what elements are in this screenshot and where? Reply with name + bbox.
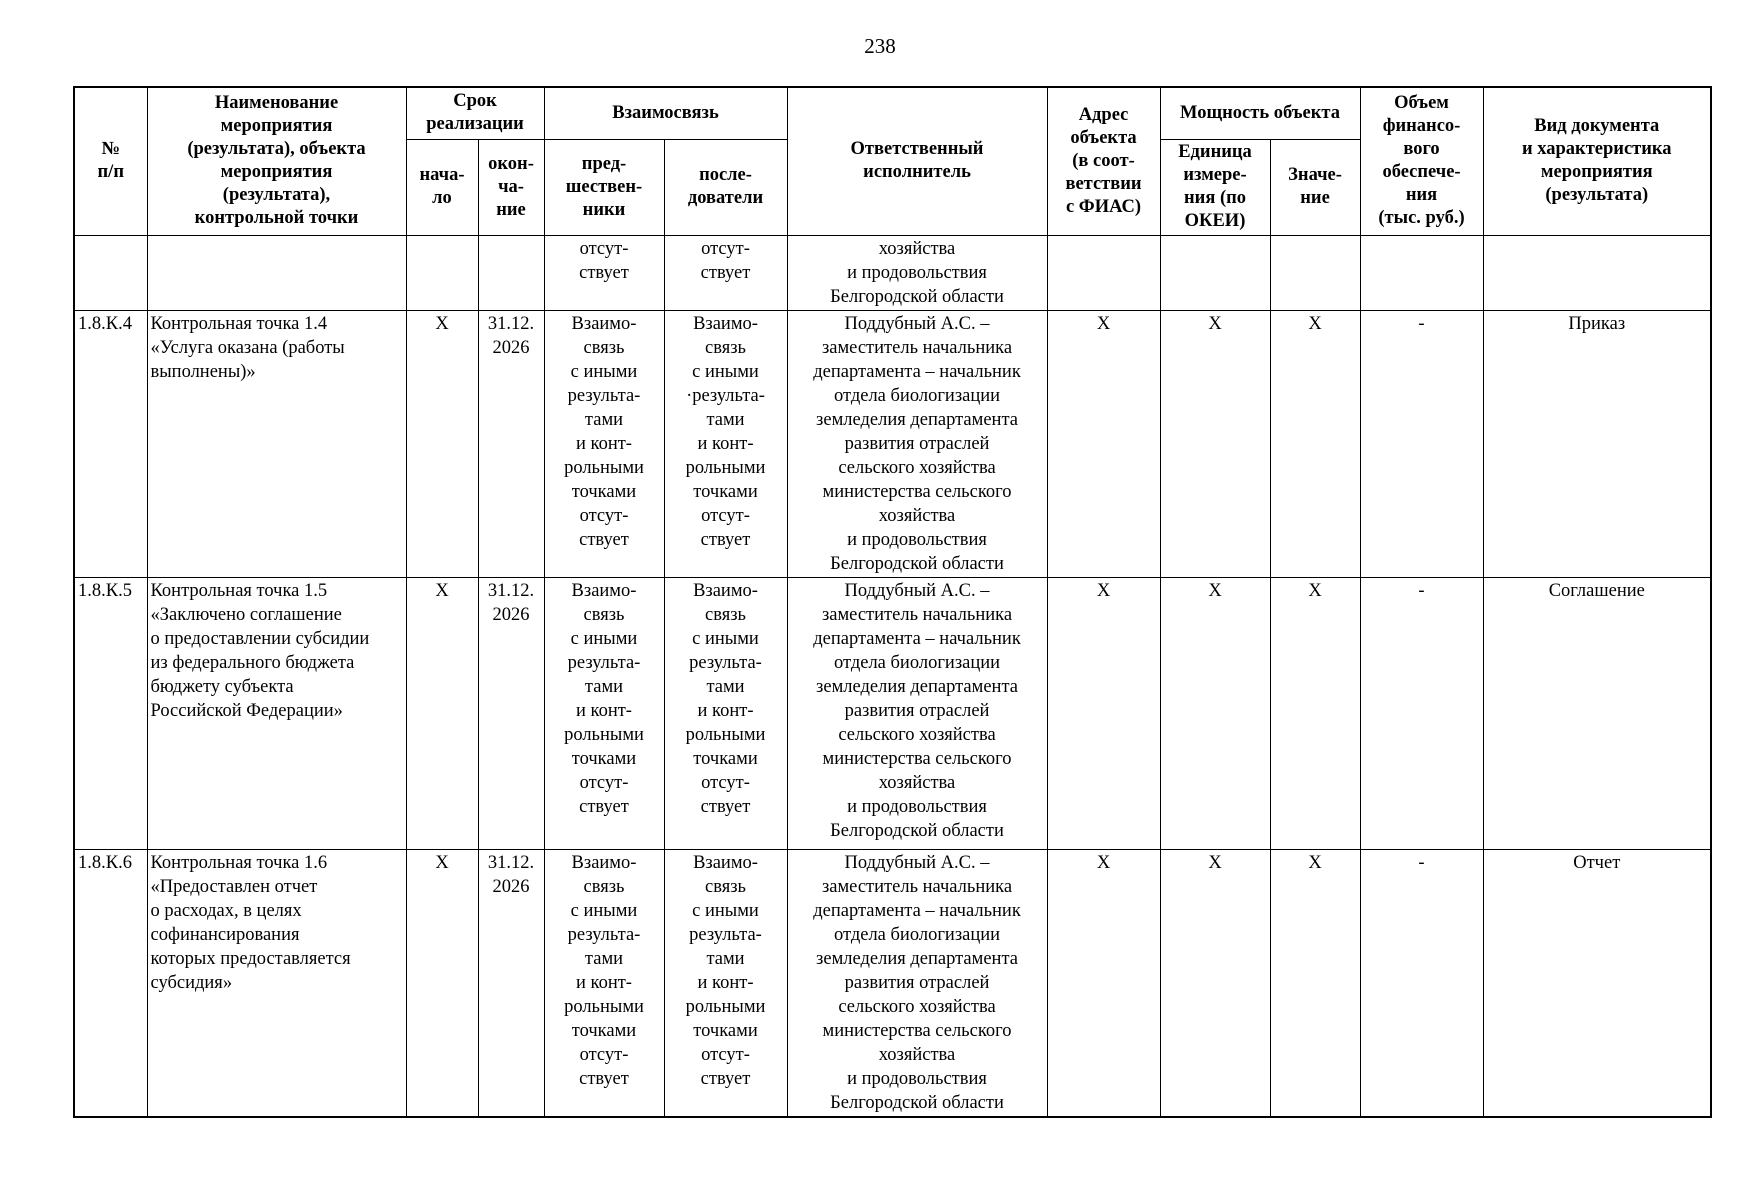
cell-pred: Взаимо- связь с иными результа- тами и конт- рольными точками отсут- ствует [544,577,664,849]
cell-unit: X [1160,577,1270,849]
cell-doc-type: Отчет [1483,849,1711,1117]
cell-unit [1160,235,1270,310]
cell-finance: - [1360,849,1483,1117]
cell-start: X [406,849,478,1117]
cell-address: X [1047,310,1160,577]
cell-num: 1.8.К.5 [74,577,147,849]
cell-finance [1360,235,1483,310]
cell-value: X [1270,577,1360,849]
cell-responsible: Поддубный А.С. – заместитель начальника департамента – начальник отдела биологизации земледелия департамента развития отраслей сельского хозяйства министерства сельского хозяйства и продовольствия Белгородской области [787,849,1047,1117]
header-value: Значе- ние [1270,139,1360,235]
header-start: нача- ло [406,139,478,235]
table-header [74,87,1711,235]
header-responsible: Ответственный исполнитель [787,87,1047,235]
cell-doc-type: Соглашение [1483,577,1711,849]
cell-doc-type: Приказ [1483,310,1711,577]
cell-num [74,235,147,310]
cell-end: 31.12. 2026 [478,310,544,577]
page-number: 238 [864,34,896,58]
cell-finance: - [1360,310,1483,577]
header-name: Наименование мероприятия (результата), объекта мероприятия (результата), контрольной точки [147,87,406,235]
header-capacity: Мощность объекта [1160,87,1360,139]
cell-start [406,235,478,310]
header-doc-type: Вид документа и характеристика мероприятия (результата) [1483,87,1711,235]
cell-pred: отсут- ствует [544,235,664,310]
cell-address: X [1047,849,1160,1117]
cell-succ: Взаимо- связь с иными результа- тами и конт- рольными точками отсут- ствует [664,849,787,1117]
cell-unit: X [1160,849,1270,1117]
cell-pred: Взаимо- связь с иными результа- тами и конт- рольными точками отсут- ствует [544,310,664,577]
cell-value: X [1270,310,1360,577]
cell-doc-type [1483,235,1711,310]
table-row-continuation [74,235,1711,310]
header-num: № п/п [74,87,147,235]
cell-end: 31.12. 2026 [478,577,544,849]
cell-num: 1.8.К.4 [74,310,147,577]
header-finance: Объем финансо- вого обеспече- ния (тыс. руб.) [1360,87,1483,235]
cell-succ: Взаимо- связь с иными результа- тами и конт- рольными точками отсут- ствует [664,577,787,849]
table-row [74,310,1711,577]
header-term: Срок реализации [406,87,544,139]
cell-succ: Взаимо- связь с иными ·результа- тами и конт- рольными точками отсут- ствует [664,310,787,577]
measures-table [73,86,1712,1118]
cell-value: X [1270,849,1360,1117]
cell-end [478,235,544,310]
cell-responsible: Поддубный А.С. – заместитель начальника департамента – начальник отдела биологизации земледелия департамента развития отраслей сельского хозяйства министерства сельского хозяйства и продовольствия Белгородской области [787,577,1047,849]
cell-unit: X [1160,310,1270,577]
table-row [74,577,1711,849]
header-succ: после- дователи [664,139,787,235]
header-address: Адрес объекта (в соот- ветствии с ФИАС) [1047,87,1160,235]
header-end: окон- ча- ние [478,139,544,235]
cell-name: Контрольная точка 1.4 «Услуга оказана (работы выполнены)» [147,310,406,577]
cell-address [1047,235,1160,310]
table-row [74,849,1711,1117]
cell-end: 31.12. 2026 [478,849,544,1117]
header-unit: Единица измере- ния (по ОКЕИ) [1160,139,1270,235]
cell-finance: - [1360,577,1483,849]
cell-start: X [406,310,478,577]
cell-name [147,235,406,310]
cell-pred: Взаимо- связь с иными результа- тами и конт- рольными точками отсут- ствует [544,849,664,1117]
cell-address: X [1047,577,1160,849]
cell-responsible: хозяйства и продовольствия Белгородской области [787,235,1047,310]
cell-start: X [406,577,478,849]
header-relation: Взаимосвязь [544,87,787,139]
cell-value [1270,235,1360,310]
cell-num: 1.8.К.6 [74,849,147,1117]
cell-succ: отсут- ствует [664,235,787,310]
cell-responsible: Поддубный А.С. – заместитель начальника департамента – начальник отдела биологизации земледелия департамента развития отраслей сельского хозяйства министерства сельского хозяйства и продовольствия Белгородской области [787,310,1047,577]
cell-name: Контрольная точка 1.6 «Предоставлен отчет о расходах, в целях софинансирования которых предоставляется субсидия» [147,849,406,1117]
header-pred: пред- шествен- ники [544,139,664,235]
cell-name: Контрольная точка 1.5 «Заключено соглашение о предоставлении субсидии из федерального бюджета бюджету субъекта Российской Федерации» [147,577,406,849]
